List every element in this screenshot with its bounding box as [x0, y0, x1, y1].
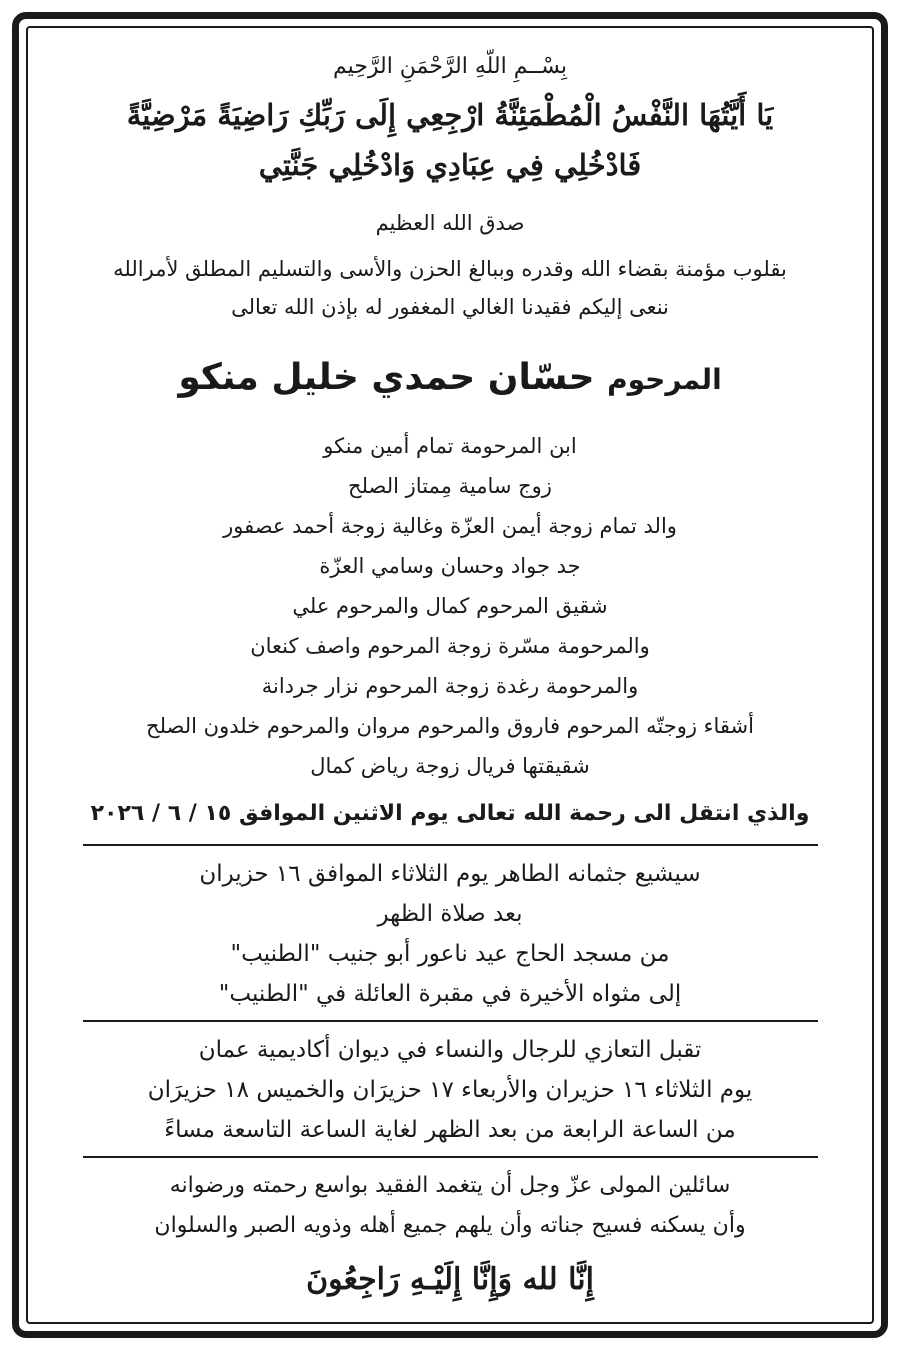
intro-line-1: بقلوب مؤمنة بقضاء الله وقدره وببالغ الحزن والأسى والتسليم المطلق لأمرالله	[113, 257, 787, 281]
deceased-prefix: المرحوم	[607, 363, 722, 396]
quran-verse-line-2: فَادْخُلِي فِي عِبَادِي وَادْخُلِي جَنَّتِي	[258, 148, 642, 182]
prayer-line: وأن يسكنه فسيح جناته وأن يلهم جميع أهله وذويه الصبر والسلوان	[154, 1213, 746, 1238]
prayer-line: سائلين المولى عزّ وجل أن يتغمد الفقيد بواسع رحمته ورضوانه	[169, 1173, 731, 1198]
relative-line: والمرحومة رغدة زوجة المرحوم نزار جردانة	[261, 674, 639, 698]
death-date: والذي انتقل الى رحمة الله تعالى يوم الاثنين الموافق ١٥ / ٦ / ٢٠٢٦	[90, 801, 810, 826]
relative-line: والمرحومة مسّرة زوجة المرحوم واصف كنعان	[250, 634, 650, 658]
funeral-line: بعد صلاة الظهر	[377, 901, 523, 927]
funeral-line: سيشيع جثمانه الطاهر يوم الثلاثاء الموافق ١٦ حزيران	[199, 861, 701, 887]
section-divider	[83, 1020, 818, 1022]
sadaq-allah: صدق الله العظيم	[375, 211, 525, 235]
condolence-line: تقبل التعازي للرجال والنساء في ديوان أكاديمية عمان	[198, 1037, 702, 1063]
section-divider	[83, 1156, 818, 1158]
quran-verse-line-1: يَا أَيَّتُهَا النَّفْسُ الْمُطْمَئِنَّةُ ارْجِعِي إِلَى رَبِّكِ رَاضِيَةً مَرْضِيَّةً	[126, 98, 774, 132]
deceased-full-name: حسّان حمدي خليل منكو	[178, 357, 595, 398]
deceased-name	[40, 330, 860, 426]
basmala: بِسْــمِ اللّهِ الرَّحْمَنِ الرَّحِيم	[332, 54, 567, 79]
relative-line: جد جواد وحسان وسامي العزّة	[319, 554, 581, 578]
funeral-line: من مسجد الحاج عيد ناعور أبو جنيب "الطنيب"	[230, 941, 670, 967]
relative-line: والد تمام زوجة أيمن العزّة وغالية زوجة أحمد عصفور	[223, 514, 677, 538]
relative-line: شقيق المرحوم كمال والمرحوم علي	[292, 594, 608, 618]
funeral-line: إلى مثواه الأخيرة في مقبرة العائلة في "الطنيب"	[218, 981, 682, 1007]
closing-verse: إِنَّا لله وَإِنَّا إِلَيْـهِ رَاجِعُونَ	[306, 1262, 594, 1297]
condolence-line: يوم الثلاثاء ١٦ حزيران والأربعاء ١٧ حزيرَان والخميس ١٨ حزيرَان	[147, 1077, 753, 1103]
relative-line: أشقاء زوجتّه المرحوم فاروق والمرحوم مروان والمرحوم خلدون الصلح	[146, 714, 754, 738]
intro-line-2: ننعى إليكم فقيدنا الغالي المغفور له بإذن الله تعالى	[231, 295, 669, 319]
relative-line: شقيقتها فريال زوجة رياض كمال	[310, 754, 590, 778]
condolence-line: من الساعة الرابعة من بعد الظهر لغاية الساعة التاسعة مساءً	[164, 1117, 736, 1143]
obituary-notice	[40, 44, 860, 1310]
relative-line: زوج سامية مِمتاز الصلح	[348, 474, 552, 498]
relative-line: ابن المرحومة تمام أمين منكو	[323, 434, 577, 458]
section-divider	[83, 844, 818, 846]
